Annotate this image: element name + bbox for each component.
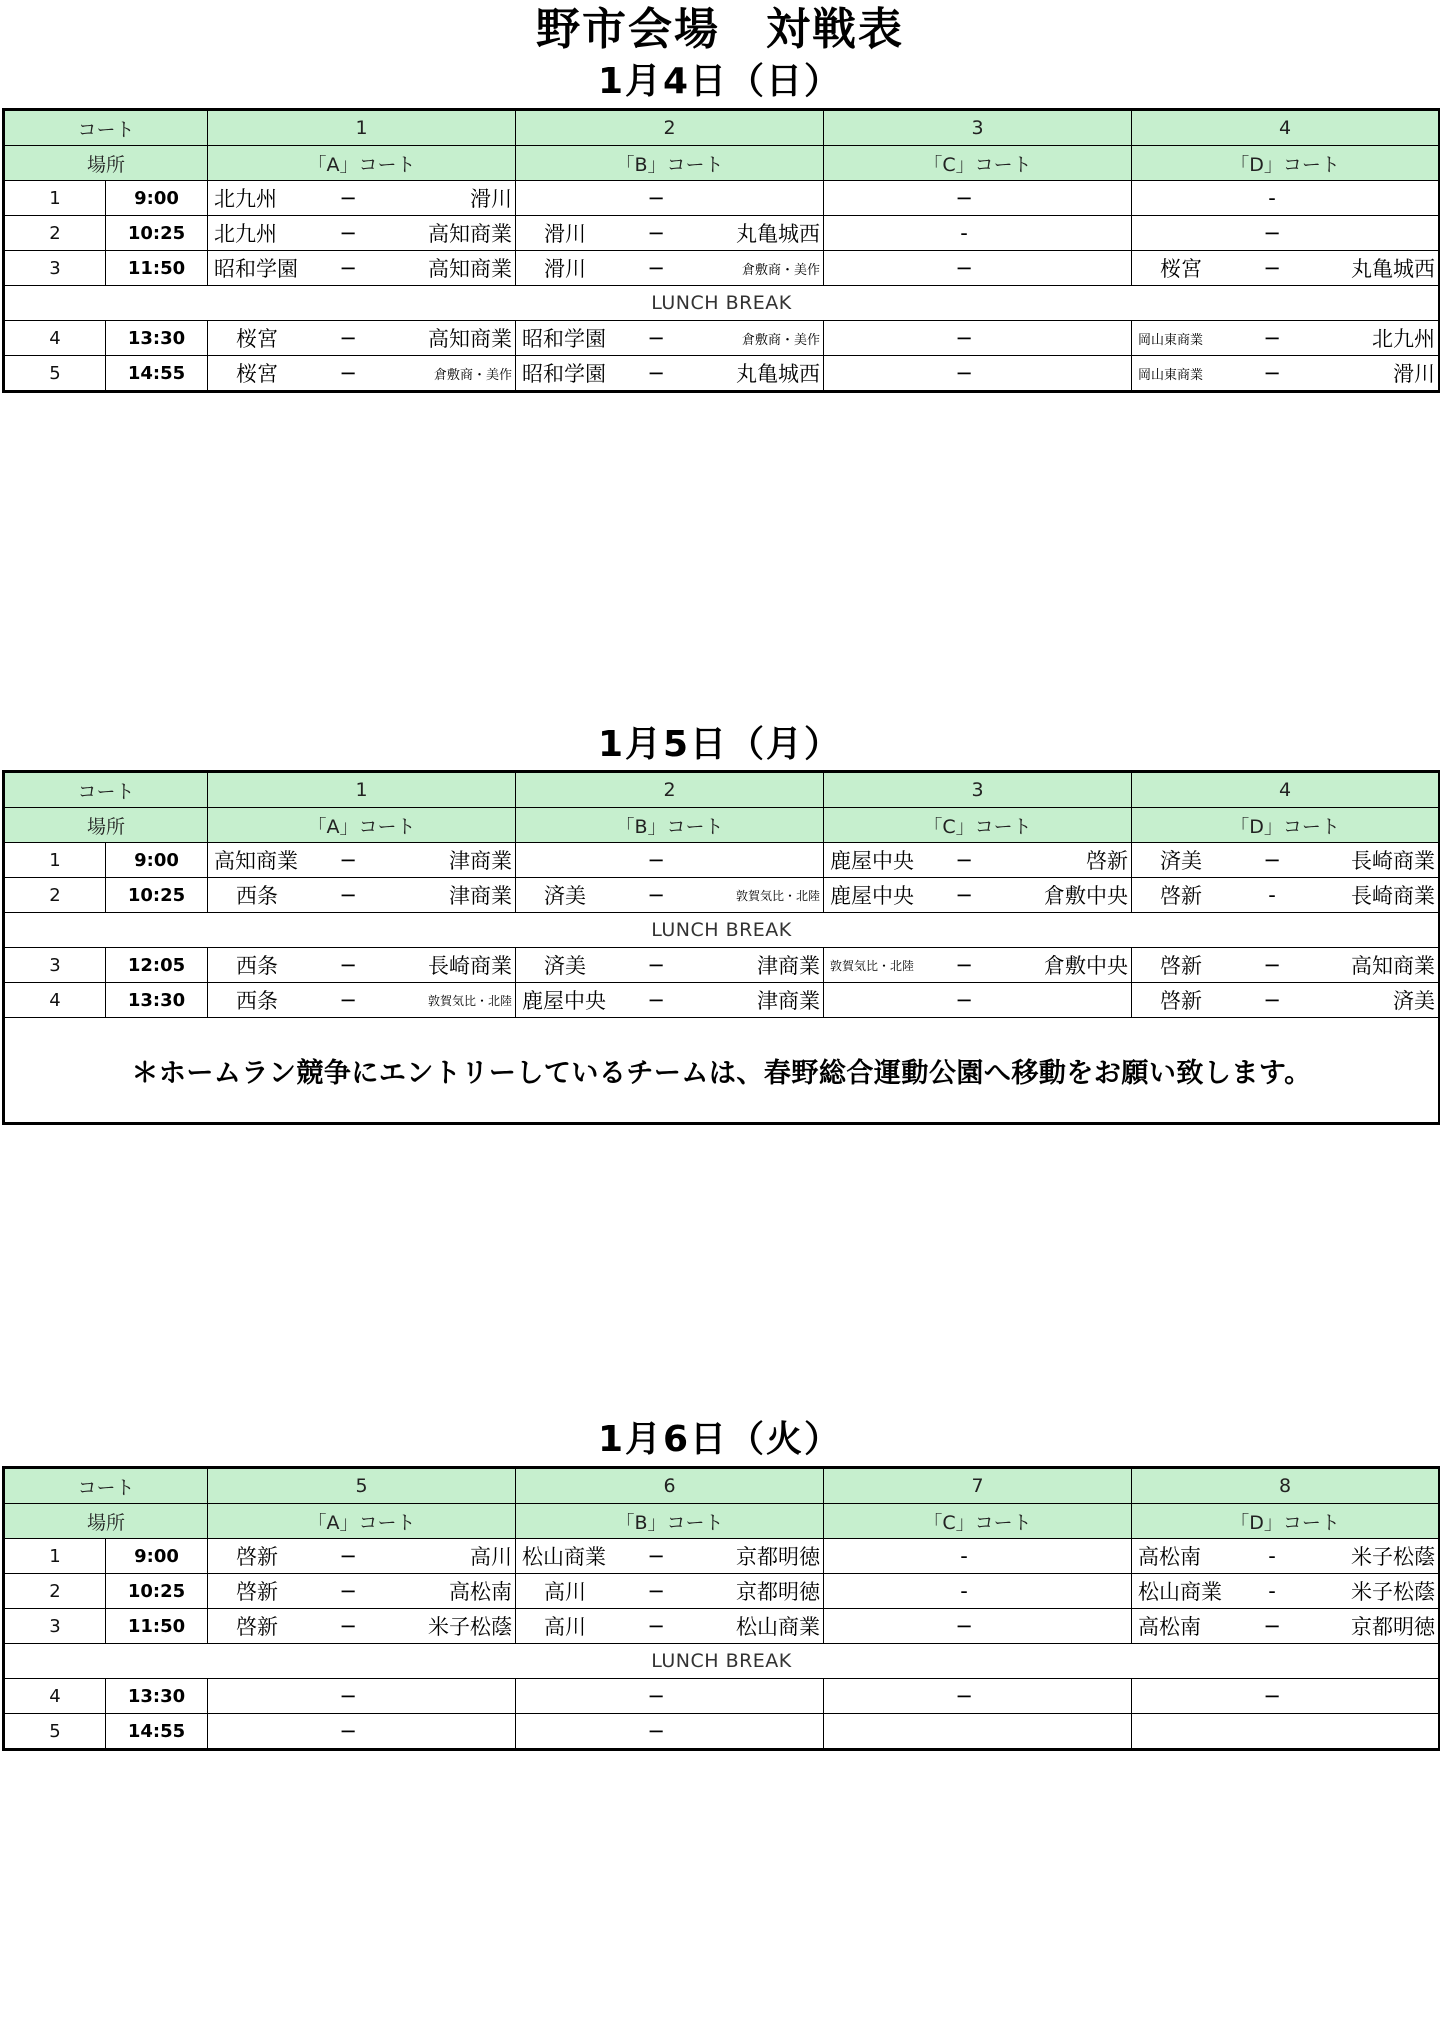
match-cell [208,216,516,251]
versus-dash: − [1263,848,1281,872]
page-title: 野市会場 対戦表 [536,4,904,55]
match-cell [516,1714,824,1750]
versus-dash: − [647,1544,665,1568]
home-team: 昭和学園 [522,362,607,386]
match-row [4,216,1440,251]
day-title: 1月6日（火） [597,1419,843,1460]
home-team: 済美 [1160,849,1203,873]
away-team: 米子松蔭 [428,1615,513,1639]
versus-dash: − [1263,326,1281,350]
away-team: 丸亀城西 [736,222,821,246]
match-cell [208,983,516,1018]
away-team: 済美 [1393,989,1436,1013]
home-team: 滑川 [544,222,587,246]
match-cell [824,843,1132,878]
schedule-table [2,1466,1440,1751]
home-team: 桜宮 [1160,257,1203,281]
away-team: 倉敷中央 [1044,884,1129,908]
versus-dash: − [1263,221,1281,245]
versus-dash: − [955,326,973,350]
versus-dash: − [955,988,973,1012]
versus-dash: − [955,1614,973,1638]
away-team: 北九州 [1372,327,1436,351]
match-cell [1132,948,1440,983]
versus-dash: - [960,1579,968,1603]
match-cell [824,1609,1132,1644]
match-row [4,1539,1440,1574]
match-cell [824,181,1132,216]
home-team: 岡山東商業 [1138,332,1204,348]
court-number: 2 [516,772,824,808]
match-cell [516,878,824,913]
match-row [4,1714,1440,1750]
match-time: 9:00 [106,1539,208,1574]
away-team: 松山商業 [736,1615,821,1639]
away-team: 長崎商業 [1351,849,1436,873]
match-number: 1 [4,843,106,878]
home-team: 啓新 [1160,954,1203,978]
court-number: 6 [516,1468,824,1504]
match-cell [1132,1539,1440,1574]
court-number: 1 [208,110,516,146]
court-name: 「D」コート [1132,1504,1440,1539]
home-team: 済美 [544,954,587,978]
match-cell [1132,843,1440,878]
match-row [4,321,1440,356]
home-team: 松山商業 [522,1545,607,1569]
match-number: 2 [4,878,106,913]
home-team: 桜宮 [236,362,279,386]
court-number: 4 [1132,110,1440,146]
home-team: 敦賀気比・北陸 [830,958,915,973]
match-row [4,356,1440,392]
court-number: 7 [824,1468,1132,1504]
court-name: 「D」コート [1132,808,1440,843]
match-cell [208,321,516,356]
home-team: 北九州 [214,222,278,246]
match-cell [824,251,1132,286]
home-team: 西条 [236,989,279,1013]
versus-dash: − [339,326,357,350]
match-cell [208,251,516,286]
versus-dash: − [647,1579,665,1603]
note-text: ＊ホームラン競争にエントリーしているチームは、春野総合運動公園へ移動をお願い致します。 [4,1018,1440,1124]
place-label: 場所 [4,146,208,181]
home-team: 啓新 [236,1580,279,1604]
match-number: 3 [4,1609,106,1644]
court-number-row [4,1468,1440,1504]
lunch-row [4,286,1440,321]
match-row [4,843,1440,878]
away-team: 高松南 [449,1580,513,1604]
place-label: 場所 [4,808,208,843]
versus-dash: − [1263,953,1281,977]
versus-dash: − [339,361,357,385]
versus-dash: − [955,953,973,977]
home-team: 啓新 [1160,989,1203,1013]
match-cell [516,251,824,286]
court-number-row [4,110,1440,146]
home-team: 鹿屋中央 [522,989,607,1013]
versus-dash: − [1263,256,1281,280]
court-name: 「D」コート [1132,146,1440,181]
match-cell [1132,878,1440,913]
home-team: 松山商業 [1138,1580,1223,1604]
match-time: 13:30 [106,983,208,1018]
match-cell [208,1574,516,1609]
versus-dash: − [339,953,357,977]
match-time: 10:25 [106,216,208,251]
home-team: 滑川 [544,257,587,281]
versus-dash: − [647,883,665,907]
match-cell [1132,181,1440,216]
match-number: 3 [4,251,106,286]
court-number-row [4,772,1440,808]
away-team: 倉敷商・美作 [434,367,513,383]
home-team: 済美 [544,884,587,908]
court-label: コート [4,110,208,146]
match-row [4,948,1440,983]
versus-dash: − [339,883,357,907]
court-name: 「C」コート [824,146,1132,181]
match-cell [824,1714,1132,1750]
match-number: 3 [4,948,106,983]
court-name: 「B」コート [516,808,824,843]
away-team: 長崎商業 [428,954,513,978]
match-number: 1 [4,181,106,216]
match-row [4,1609,1440,1644]
match-cell [824,983,1132,1018]
match-cell [824,216,1132,251]
versus-dash: − [647,256,665,280]
match-cell [824,1679,1132,1714]
match-cell [516,983,824,1018]
versus-dash: − [955,848,973,872]
away-team: 津商業 [757,954,821,978]
home-team: 啓新 [236,1615,279,1639]
away-team: 倉敷商・美作 [742,332,821,348]
versus-dash: − [647,326,665,350]
versus-dash: - [960,1544,968,1568]
match-cell [516,948,824,983]
match-cell [208,948,516,983]
away-team: 丸亀城西 [736,362,821,386]
match-row [4,1574,1440,1609]
court-name-row [4,1504,1440,1539]
match-cell [516,843,824,878]
versus-dash: − [647,988,665,1012]
versus-dash: − [955,1684,973,1708]
match-cell [208,1539,516,1574]
away-team: 滑川 [1393,362,1436,386]
court-name: 「C」コート [824,1504,1132,1539]
court-label: コート [4,1468,208,1504]
versus-dash: - [1268,883,1276,907]
note-row [4,1018,1440,1124]
versus-dash: − [1263,988,1281,1012]
versus-dash: − [339,221,357,245]
match-cell [516,356,824,392]
versus-dash: − [339,1544,357,1568]
match-cell [1132,251,1440,286]
versus-dash: − [955,361,973,385]
home-team: 北九州 [214,187,278,211]
day-title: 1月4日（日） [597,61,843,102]
match-time: 11:50 [106,1609,208,1644]
match-row [4,1679,1440,1714]
match-time: 10:25 [106,878,208,913]
versus-dash: − [339,1684,357,1708]
away-team: 京都明徳 [736,1545,821,1569]
versus-dash: − [339,1579,357,1603]
home-team: 鹿屋中央 [830,849,915,873]
home-team: 高松南 [1138,1545,1202,1569]
match-cell [516,216,824,251]
court-number: 2 [516,110,824,146]
match-time: 13:30 [106,1679,208,1714]
away-team: 丸亀城西 [1351,257,1436,281]
court-name: 「A」コート [208,808,516,843]
match-cell [824,948,1132,983]
match-time: 13:30 [106,321,208,356]
versus-dash: − [339,186,357,210]
match-row [4,181,1440,216]
versus-dash: − [955,883,973,907]
match-row [4,878,1440,913]
match-cell [208,356,516,392]
match-cell [1132,1714,1440,1750]
match-time: 9:00 [106,843,208,878]
court-name: 「A」コート [208,1504,516,1539]
lunch-row [4,1644,1440,1679]
court-name: 「A」コート [208,146,516,181]
day-title: 1月5日（月） [597,724,843,765]
place-label: 場所 [4,1504,208,1539]
court-number: 4 [1132,772,1440,808]
away-team: 京都明徳 [1351,1615,1436,1639]
away-team: 長崎商業 [1351,884,1436,908]
lunch-break-label: LUNCH BREAK [4,1644,1440,1679]
match-time: 14:55 [106,1714,208,1750]
away-team: 津商業 [449,884,513,908]
match-cell [1132,1574,1440,1609]
home-team: 岡山東商業 [1138,367,1204,383]
match-cell [824,321,1132,356]
versus-dash: − [339,848,357,872]
versus-dash: − [647,1684,665,1708]
court-label: コート [4,772,208,808]
court-number: 5 [208,1468,516,1504]
versus-dash: - [1268,1579,1276,1603]
versus-dash: - [1268,1544,1276,1568]
match-cell [824,1539,1132,1574]
versus-dash: − [647,186,665,210]
home-team: 昭和学園 [214,257,299,281]
lunch-break-label: LUNCH BREAK [4,286,1440,321]
away-team: 敦賀気比・北陸 [428,993,513,1008]
match-number: 2 [4,216,106,251]
home-team: 鹿屋中央 [830,884,915,908]
court-number: 3 [824,110,1132,146]
versus-dash: − [647,1719,665,1743]
versus-dash: − [647,361,665,385]
match-time: 11:50 [106,251,208,286]
match-cell [516,1539,824,1574]
match-cell [516,1679,824,1714]
match-time: 14:55 [106,356,208,392]
home-team: 高知商業 [214,849,299,873]
match-cell [516,1609,824,1644]
versus-dash: - [1268,186,1276,210]
away-team: 津商業 [757,989,821,1013]
match-number: 4 [4,1679,106,1714]
match-number: 1 [4,1539,106,1574]
away-team: 津商業 [449,849,513,873]
versus-dash: − [339,988,357,1012]
match-number: 4 [4,321,106,356]
match-cell [208,1609,516,1644]
home-team: 啓新 [236,1545,279,1569]
match-cell [1132,1609,1440,1644]
versus-dash: − [1263,361,1281,385]
away-team: 高知商業 [428,327,513,351]
versus-dash: − [647,1614,665,1638]
court-number: 1 [208,772,516,808]
match-cell [516,181,824,216]
versus-dash: − [955,256,973,280]
versus-dash: - [960,221,968,245]
match-cell [516,321,824,356]
match-cell [208,878,516,913]
home-team: 啓新 [1160,884,1203,908]
away-team: 京都明徳 [736,1580,821,1604]
away-team: 高知商業 [1351,954,1436,978]
match-row [4,251,1440,286]
home-team: 高川 [544,1615,587,1639]
home-team: 高松南 [1138,1615,1202,1639]
away-team: 敦賀気比・北陸 [736,888,821,903]
match-cell [208,1679,516,1714]
versus-dash: − [647,221,665,245]
match-number: 5 [4,1714,106,1750]
home-team: 西条 [236,884,279,908]
lunch-row [4,913,1440,948]
away-team: 倉敷中央 [1044,954,1129,978]
away-team: 米子松蔭 [1351,1580,1436,1604]
match-cell [208,181,516,216]
match-number: 4 [4,983,106,1018]
match-cell [1132,216,1440,251]
match-time: 12:05 [106,948,208,983]
court-name-row [4,146,1440,181]
match-cell [824,1574,1132,1609]
court-name-row [4,808,1440,843]
match-cell [208,1714,516,1750]
schedule-table [2,108,1440,393]
match-time: 10:25 [106,1574,208,1609]
court-name: 「C」コート [824,808,1132,843]
away-team: 啓新 [1086,849,1129,873]
match-cell [516,1574,824,1609]
home-team: 昭和学園 [522,327,607,351]
away-team: 高知商業 [428,257,513,281]
versus-dash: − [647,848,665,872]
match-number: 2 [4,1574,106,1609]
away-team: 高川 [470,1545,513,1569]
match-cell [1132,983,1440,1018]
match-cell [1132,1679,1440,1714]
match-cell [208,843,516,878]
versus-dash: − [339,1614,357,1638]
match-number: 5 [4,356,106,392]
court-name: 「B」コート [516,1504,824,1539]
match-cell [1132,356,1440,392]
court-name: 「B」コート [516,146,824,181]
court-number: 3 [824,772,1132,808]
versus-dash: − [339,256,357,280]
away-team: 高知商業 [428,222,513,246]
versus-dash: − [647,953,665,977]
versus-dash: − [955,186,973,210]
match-row [4,983,1440,1018]
match-time: 9:00 [106,181,208,216]
match-cell [824,878,1132,913]
versus-dash: − [339,1719,357,1743]
home-team: 桜宮 [236,327,279,351]
court-number: 8 [1132,1468,1440,1504]
home-team: 高川 [544,1580,587,1604]
home-team: 西条 [236,954,279,978]
match-cell [824,356,1132,392]
away-team: 滑川 [470,187,513,211]
versus-dash: − [1263,1614,1281,1638]
match-cell [1132,321,1440,356]
lunch-break-label: LUNCH BREAK [4,913,1440,948]
away-team: 倉敷商・美作 [742,262,821,278]
away-team: 米子松蔭 [1351,1545,1436,1569]
versus-dash: − [1263,1684,1281,1708]
schedule-table [2,770,1440,1125]
